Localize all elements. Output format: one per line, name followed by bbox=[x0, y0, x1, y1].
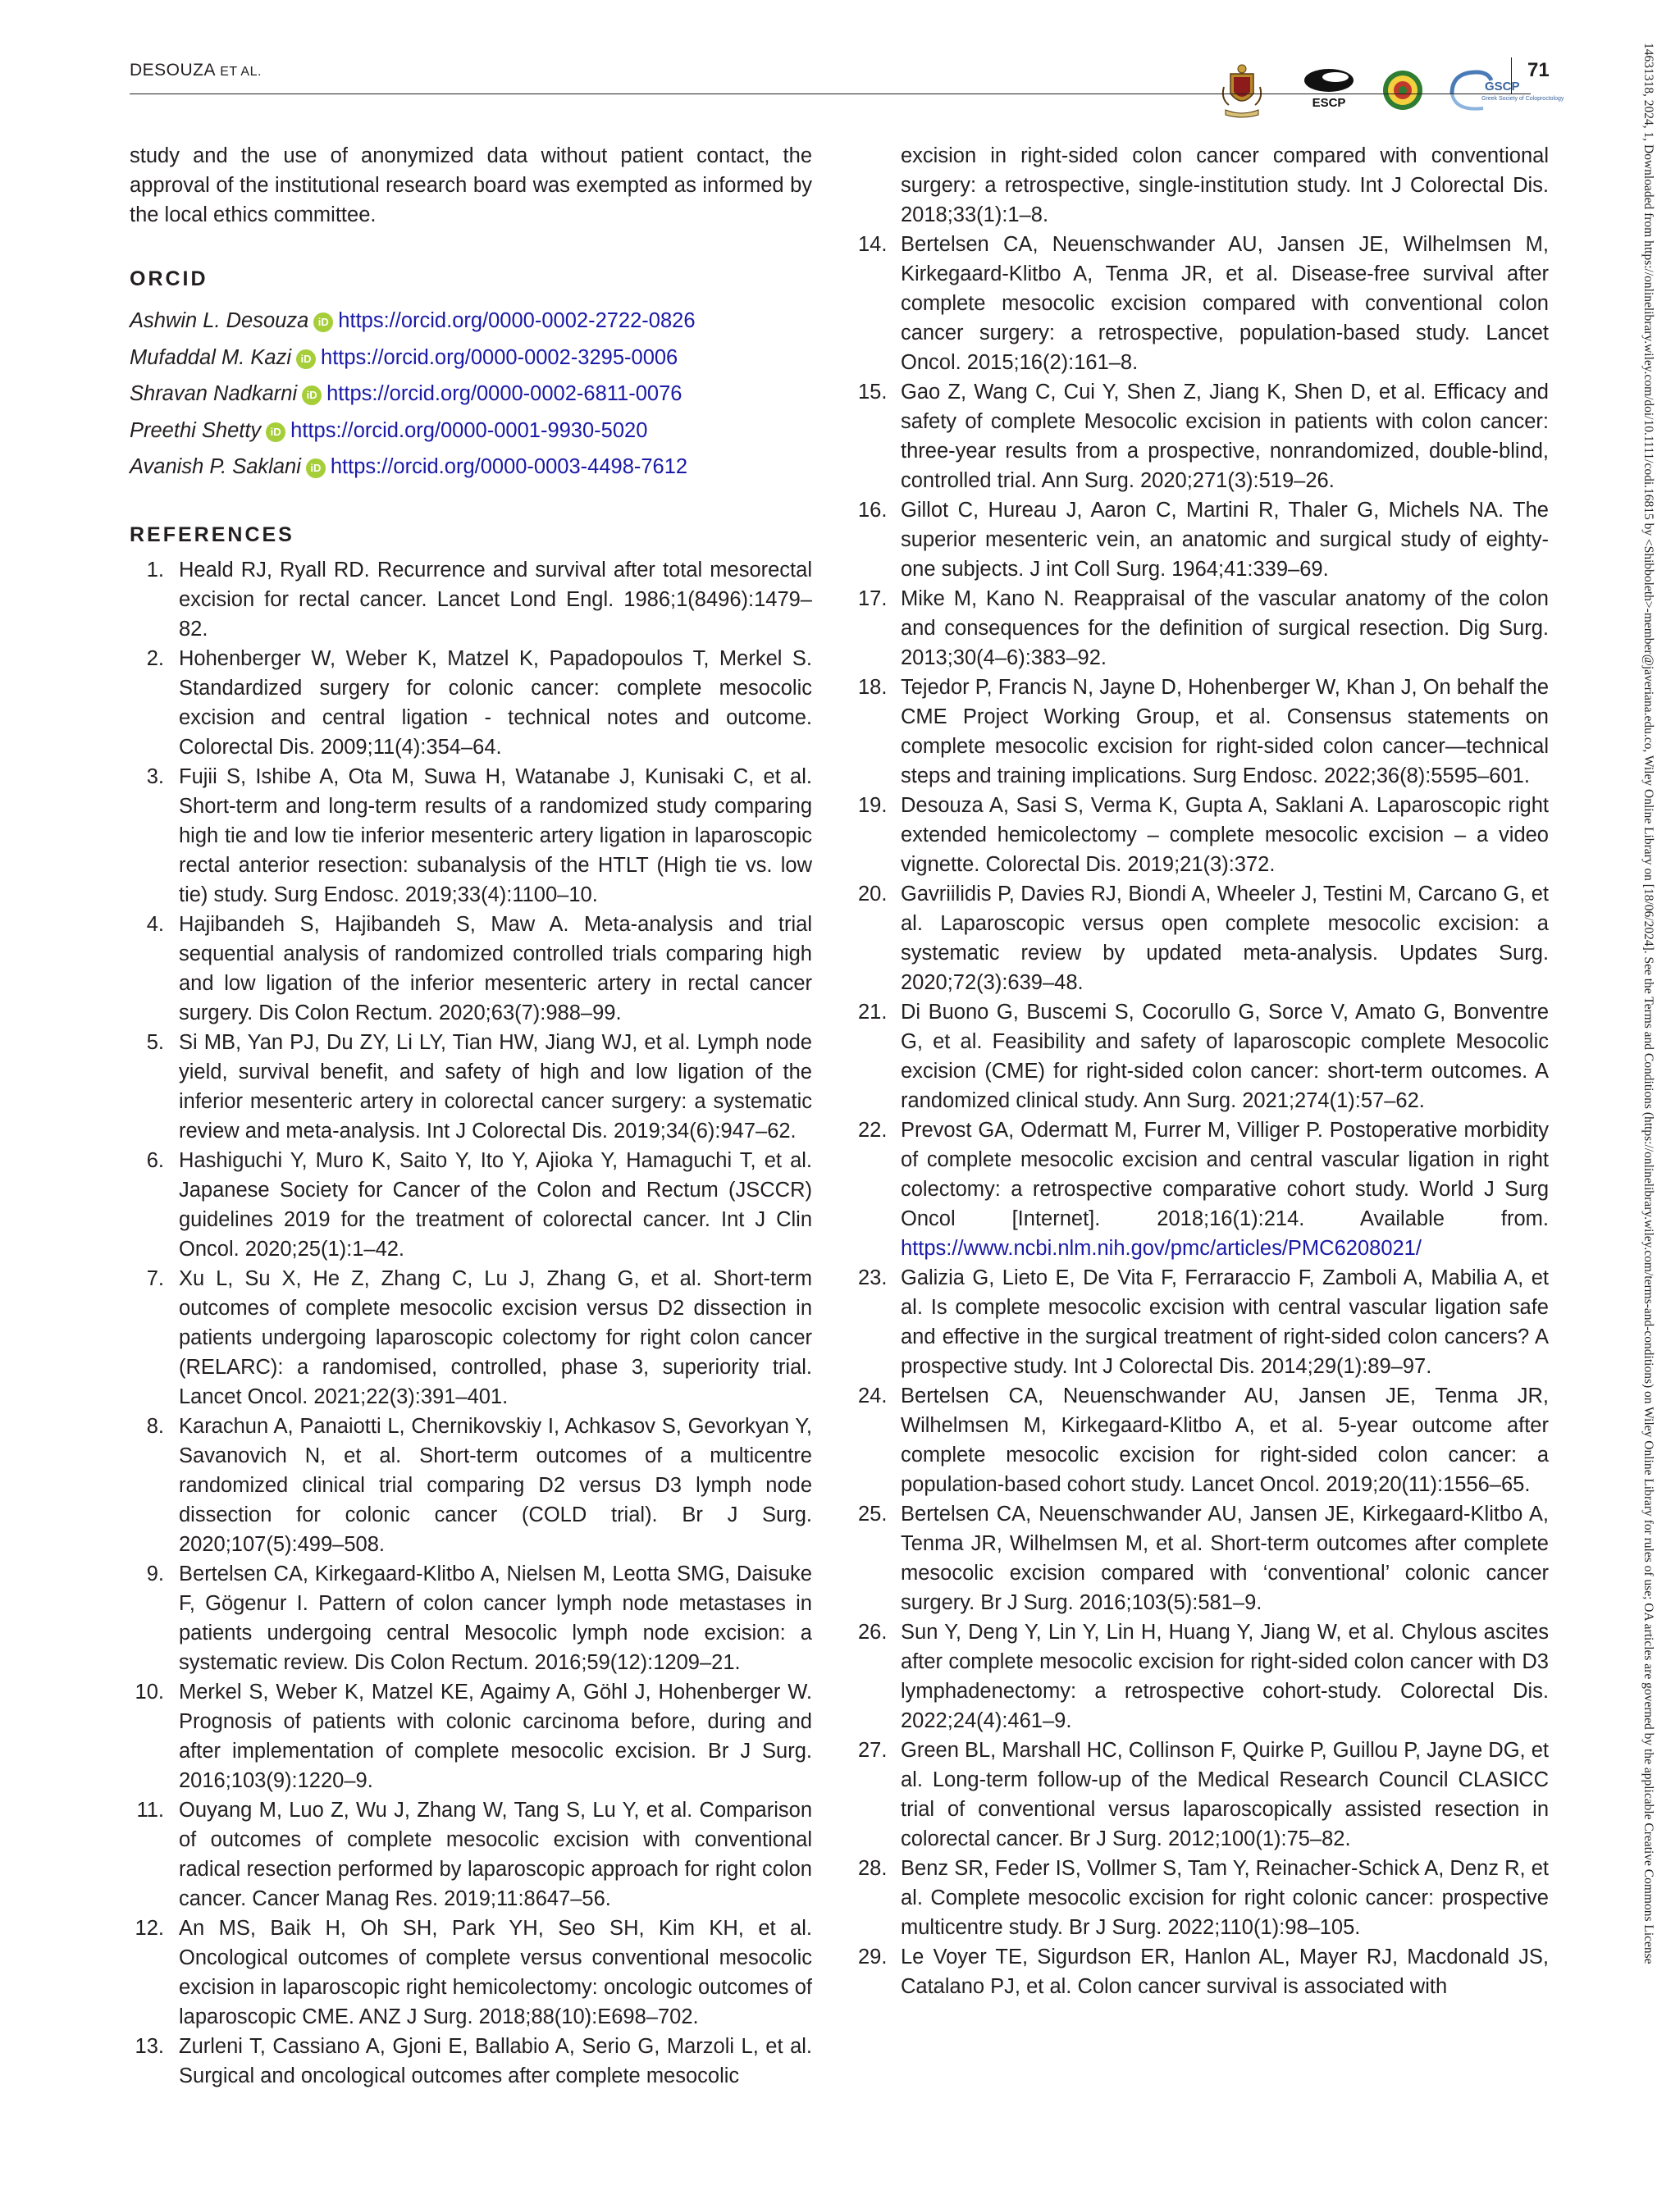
reference-number: 15. bbox=[858, 381, 888, 404]
reference-number: 13. bbox=[135, 2034, 164, 2058]
reference-text: Zurleni T, Cassiano A, Gjoni E, Ballabio A, Serio G, Marzoli L, et al. Surgical and oncological outcomes after complete mesocolic bbox=[179, 2034, 812, 2087]
reference-number: 21. bbox=[858, 1001, 888, 1024]
page-number: 71 bbox=[1527, 59, 1550, 81]
reference-item bbox=[858, 141, 1549, 230]
reference-item bbox=[130, 555, 812, 644]
orcid-link[interactable]: https://orcid.org/0000-0002-3295-0006 bbox=[321, 345, 678, 369]
reference-item bbox=[858, 1942, 1549, 2001]
orcid-entry bbox=[130, 449, 812, 486]
orcid-author-name: Mufaddal M. Kazi bbox=[130, 345, 292, 369]
reference-number: 22. bbox=[858, 1119, 888, 1142]
coat-of-arms-logo bbox=[1223, 65, 1261, 117]
reference-item bbox=[130, 1412, 812, 1559]
reference-number: 3. bbox=[146, 764, 164, 788]
reference-number: 18. bbox=[858, 676, 888, 699]
reference-text: Ouyang M, Luo Z, Wu J, Zhang W, Tang S, Lu Y, et al. Comparison of outcomes of complete mesocolic excision with conventional radical resection performed by laparoscopic approach for right colon cancer. Cancer Manag Res. 2019;11:8647–56. bbox=[179, 1798, 812, 1910]
references-heading: REFERENCES bbox=[130, 522, 294, 546]
orcid-entry bbox=[130, 413, 812, 449]
reference-text: Green BL, Marshall HC, Collinson F, Quirke P, Guillou P, Jayne DG, et al. Long-term follow-up of the Medical Research Council CLASICC trial of conventional versus laparoscopically assisted resection in colorectal cancer. Br J Surg. 2012;100(1):75–82. bbox=[901, 1739, 1549, 1850]
reference-text: Le Voyer TE, Sigurdson ER, Hanlon AL, Mayer RJ, Macdonald JS, Catalano PJ, et al. Colon cancer survival is associated with bbox=[901, 1946, 1549, 1998]
society-seal-logo bbox=[1383, 71, 1422, 110]
reference-item bbox=[130, 1028, 812, 1146]
reference-item bbox=[130, 1559, 812, 1677]
right-column bbox=[858, 141, 1549, 2001]
reference-text: Merkel S, Weber K, Matzel KE, Agaimy A, Göhl J, Hohenberger W. Prognosis of patients with colonic carcinoma before, during and after implementation of complete mesocolic excision. Br J Surg. 2016;103(9):1220–9. bbox=[179, 1680, 812, 1792]
orcid-list bbox=[130, 303, 812, 486]
reference-text: Si MB, Yan PJ, Du ZY, Li LY, Tian HW, Jiang WJ, et al. Lymph node yield, survival benefit, and safety of high and low ligation of the inferior mesenteric artery in colorectal cancer surgery: a systematic review and meta-analysis. Int J Colorectal Dis. 2019;34(6):947–62. bbox=[179, 1030, 812, 1143]
running-head bbox=[130, 61, 262, 80]
reference-number: 12. bbox=[135, 1916, 164, 1940]
orcid-link[interactable]: https://orcid.org/0000-0001-9930-5020 bbox=[290, 418, 648, 442]
reference-item bbox=[130, 762, 812, 910]
orcid-entry bbox=[130, 376, 812, 413]
reference-list-right bbox=[858, 141, 1549, 2001]
gscp-logo-text: GSCP bbox=[1485, 80, 1520, 94]
orcid-author-name: Preethi Shetty bbox=[130, 418, 262, 442]
reference-text: Gao Z, Wang C, Cui Y, Shen Z, Jiang K, Shen D, et al. Efficacy and safety of complete Mesocolic excision in patients with colon cancer: three-year results from a prospective, nonrandomized, double-blind, controlled trial. Ann Surg. 2020;271(3):519–26. bbox=[901, 381, 1549, 492]
orcid-icon[interactable]: iD bbox=[266, 422, 285, 442]
reference-text: Mike M, Kano N. Reappraisal of the vascular anatomy of the colon and consequences for the definition of surgical resection. Dig Surg. 2013;30(4–6):383–92. bbox=[901, 587, 1549, 669]
reference-list-left bbox=[130, 555, 812, 2091]
reference-number bbox=[858, 141, 901, 230]
reference-number: 8. bbox=[146, 1414, 164, 1438]
orcid-entry bbox=[130, 303, 812, 340]
reference-number: 26. bbox=[858, 1621, 888, 1644]
orcid-icon[interactable]: iD bbox=[306, 458, 326, 478]
reference-item bbox=[130, 910, 812, 1028]
reference-number: 19. bbox=[858, 794, 888, 817]
reference-item bbox=[858, 1263, 1549, 1381]
reference-item bbox=[858, 584, 1549, 673]
reference-text: Xu L, Su X, He Z, Zhang C, Lu J, Zhang G, et al. Short-term outcomes of complete mesocolic excision versus D2 dissection in patients undergoing laparoscopic colectomy for right colon cancer (RELARC): a randomised, controlled, phase 3, superiority trial. Lancet Oncol. 2021;22(3):391–401. bbox=[179, 1266, 812, 1408]
reference-item bbox=[858, 1499, 1549, 1617]
reference-number: 16. bbox=[858, 499, 888, 522]
reference-item bbox=[130, 1677, 812, 1795]
reference-item bbox=[858, 1115, 1549, 1263]
reference-number: 5. bbox=[146, 1030, 164, 1054]
running-head-author: DESOUZA bbox=[130, 61, 215, 80]
reference-item bbox=[858, 1854, 1549, 1942]
orcid-heading: ORCID bbox=[130, 267, 208, 290]
reference-text: Karachun A, Panaiotti L, Chernikovskiy I, Achkasov S, Gevorkyan Y, Savanovich N, et al. Short-term outcomes of a multicentre randomized clinical trial comparing D2 versus D3 lymph node dissection for colonic cancer (COLD trial). Br J Surg. 2020;107(5):499–508. bbox=[179, 1414, 812, 1556]
reference-number: 9. bbox=[146, 1562, 164, 1585]
orcid-author-name: Shravan Nadkarni bbox=[130, 382, 298, 405]
reference-text: Tejedor P, Francis N, Jayne D, Hohenberger W, Khan J, On behalf the CME Project Working Group, et al. Consensus statements on complete mesocolic excision for right-sided colon cancer—technical steps and training implications. Surg Endosc. 2022;36(8):5595–601. bbox=[901, 676, 1549, 787]
reference-item bbox=[858, 377, 1549, 495]
reference-text: Galizia G, Lieto E, De Vita F, Ferraraccio F, Zamboli A, Mabilia A, et al. Is complete mesocolic excision with central vascular ligation safe and effective in the surgical treatment of right-sided colon cancers? A prospective study. Int J Colorectal Dis. 2014;29(1):89–97. bbox=[901, 1266, 1549, 1378]
orcid-entry bbox=[130, 340, 812, 376]
reference-text: Hajibandeh S, Hajibandeh S, Maw A. Meta-analysis and trial sequential analysis of randomized controlled trials comparing high and low ligation of the inferior mesenteric artery in rectal cancer surgery. Dis Colon Rectum. 2020;63(7):988–99. bbox=[179, 912, 812, 1024]
reference-text: Bertelsen CA, Neuenschwander AU, Jansen JE, Kirkegaard-Klitbo A, Tenma JR, Wilhelmsen M, et al. Short-term outcomes after complete mesocolic excision compared with ‘conventional’ colonic cancer surgery. Br J Surg. 2016;103(5):581–9. bbox=[901, 1503, 1549, 1614]
reference-number: 29. bbox=[858, 1946, 888, 1968]
reference-item bbox=[858, 673, 1549, 791]
orcid-icon[interactable]: iD bbox=[302, 385, 322, 405]
reference-text: Desouza A, Sasi S, Verma K, Gupta A, Saklani A. Laparoscopic right extended hemicolectomy – complete mesocolic excision – a video vignette. Colorectal Dis. 2019;21(3):372. bbox=[901, 794, 1549, 876]
reference-item bbox=[858, 791, 1549, 879]
reference-number: 14. bbox=[858, 233, 888, 256]
reference-item bbox=[130, 644, 812, 762]
reference-text: Di Buono G, Buscemi S, Cocorullo G, Sorce V, Amato G, Bonventre G, et al. Feasibility and safety of laparoscopic complete Mesocolic excision (CME) for right-sided colon cancer: short-term outcomes. A randomized clinical study. Ann Surg. 2021;274(1):57–62. bbox=[901, 1001, 1549, 1112]
orcid-link[interactable]: https://orcid.org/0000-0003-4498-7612 bbox=[330, 455, 688, 478]
reference-number: 20. bbox=[858, 883, 888, 906]
reference-item bbox=[130, 1264, 812, 1412]
reference-item bbox=[130, 1914, 812, 2032]
reference-number: 17. bbox=[858, 587, 888, 610]
reference-text: Bertelsen CA, Kirkegaard-Klitbo A, Nielsen M, Leotta SMG, Daisuke F, Gögenur I. Pattern of colon cancer lymph node metastases in patients undergoing central Mesocolic lymph node excision: a systematic review. Dis Colon Rectum. 2016;59(12):1209–21. bbox=[179, 1562, 812, 1674]
society-logos bbox=[1221, 62, 1565, 121]
reference-text: excision in right-sided colon cancer compared with conventional surgery: a retrospective, single-institution study. Int J Colorectal Dis. 2018;33(1):1–8. bbox=[901, 144, 1549, 226]
reference-number: 24. bbox=[858, 1385, 888, 1407]
reference-item bbox=[858, 1617, 1549, 1736]
reference-text: Benz SR, Feder IS, Vollmer S, Tam Y, Reinacher-Schick A, Denz R, et al. Complete mesocolic excision for right colonic cancer: prospective multicentre study. Br J Surg. 2022;110(1):98–105. bbox=[901, 1857, 1549, 1939]
orcid-link[interactable]: https://orcid.org/0000-0002-2722-0826 bbox=[338, 309, 696, 332]
reference-number: 10. bbox=[135, 1680, 164, 1704]
page-number-divider bbox=[1511, 57, 1512, 94]
left-column bbox=[130, 141, 812, 2091]
escp-logo-text: ESCP bbox=[1312, 96, 1346, 110]
reference-item bbox=[858, 997, 1549, 1115]
reference-number: 4. bbox=[146, 912, 164, 936]
reference-text: Fujii S, Ishibe A, Ota M, Suwa H, Watanabe J, Kunisaki C, et al. Short-term and long-term results of a randomized study comparing high tie and low tie inferior mesenteric artery ligation in laparoscopic rectal anterior resection: subanalysis of the HTLT (High tie vs. low tie) study. Surg Endosc. 2019;33(4):1100–10. bbox=[179, 764, 812, 906]
reference-text: Hohenberger W, Weber K, Matzel K, Papadopoulos T, Merkel S. Standardized surgery for colonic cancer: complete mesocolic excision and central ligation - technical notes and outcome. Colorectal Dis. 2009;11(4):354–64. bbox=[179, 646, 812, 759]
download-notice-strip: 14631318, 2024, 1, Downloaded from https://onlinelibrary.wiley.com/doi/10.1111/codi.16815 by <Shibboleth>-member@javeriana.edu.co, Wiley Online Library on [18/06/2024]. See the Terms and Conditions (https://onlinelibrary.wiley.com/terms-and-conditions) on Wiley Online Library for rules of use; OA articles are governed by the applicable Creative Commons License bbox=[1641, 43, 1655, 1964]
reference-text: Gillot C, Hureau J, Aaron C, Martini R, Thaler G, Michels NA. The superior mesenteric vein, an anatomic and surgical study of eighty-one subjects. J int Coll Surg. 1964;41:339–69. bbox=[901, 499, 1549, 581]
orcid-author-name: Ashwin L. Desouza bbox=[130, 309, 309, 332]
reference-number: 1. bbox=[146, 558, 164, 582]
reference-text: An MS, Baik H, Oh SH, Park YH, Seo SH, Kim KH, et al. Oncological outcomes of complete versus conventional mesocolic excision in laparoscopic right hemicolectomy: oncologic outcomes of laparoscopic CME. ANZ J Surg. 2018;88(10):E698–702. bbox=[179, 1916, 812, 2028]
orcid-icon[interactable]: iD bbox=[296, 349, 316, 369]
reference-number: 6. bbox=[146, 1148, 164, 1172]
reference-number: 11. bbox=[136, 1798, 164, 1822]
orcid-link[interactable]: https://orcid.org/0000-0002-6811-0076 bbox=[326, 382, 682, 405]
reference-text: Heald RJ, Ryall RD. Recurrence and survival after total mesorectal excision for rectal cancer. Lancet Lond Engl. 1986;1(8496):1479–82. bbox=[179, 558, 812, 641]
reference-text: Bertelsen CA, Neuenschwander AU, Jansen JE, Wilhelmsen M, Kirkegaard-Klitbo A, Tenma JR, et al. Disease-free survival after complete mesocolic excision compared with conventional colon cancer surgery: a retrospective, population-based study. Lancet Oncol. 2015;16(2):161–8. bbox=[901, 233, 1549, 374]
reference-number: 25. bbox=[858, 1503, 888, 1526]
reference-number: 27. bbox=[858, 1739, 888, 1762]
escp-logo bbox=[1304, 69, 1354, 110]
intro-paragraph: study and the use of anonymized data without patient contact, the approval of the institutional research board was exempted as informed by the local ethics committee. bbox=[130, 144, 812, 226]
reference-item bbox=[130, 1795, 812, 1914]
running-head-etal: ET AL. bbox=[220, 65, 262, 79]
reference-item bbox=[858, 879, 1549, 997]
reference-text: Hashiguchi Y, Muro K, Saito Y, Ito Y, Ajioka Y, Hamaguchi T, et al. Japanese Society for Cancer of the Colon and Rectum (JSCCR) guidelines 2019 for the treatment of colorectal cancer. Int J Clin Oncol. 2020;25(1):1–42. bbox=[179, 1148, 812, 1261]
reference-text: Gavriilidis P, Davies RJ, Biondi A, Wheeler J, Testini M, Carcano G, et al. Laparoscopic versus open complete mesocolic excision: a systematic review by updated meta-analysis. Updates Surg. 2020;72(3):639–48. bbox=[901, 883, 1549, 994]
reference-number: 28. bbox=[858, 1857, 888, 1880]
reference-number: 2. bbox=[146, 646, 164, 670]
reference-link[interactable]: https://www.ncbi.nlm.nih.gov/pmc/articles/PMC6208021/ bbox=[901, 1237, 1422, 1260]
reference-item bbox=[858, 1381, 1549, 1499]
orcid-author-name: Avanish P. Saklani bbox=[130, 455, 301, 478]
reference-item bbox=[130, 2032, 812, 2091]
reference-number: 7. bbox=[146, 1266, 164, 1290]
reference-text: Sun Y, Deng Y, Lin Y, Lin H, Huang Y, Jiang W, et al. Chylous ascites after complete mesocolic excision for right-sided colon cancer with D3 lymphadenectomy: a retrospective cohort-study. Colorectal Dis. 2022;24(4):461–9. bbox=[901, 1621, 1549, 1732]
orcid-icon[interactable]: iD bbox=[313, 312, 333, 332]
reference-text: Prevost GA, Odermatt M, Furrer M, Villiger P. Postoperative morbidity of complete mesocolic excision and central vascular ligation in right colectomy: a retrospective comparative cohort study. World J Surg Oncol [Internet]. 2018;16(1):214. Available from. https://www.ncbi.nlm.nih.gov/pmc/articles/PMC6208021/ bbox=[901, 1119, 1549, 1260]
gscp-logo-caption: Greek Society of Coloproctology bbox=[1481, 96, 1564, 102]
reference-item bbox=[130, 1146, 812, 1264]
reference-item bbox=[858, 495, 1549, 584]
reference-item bbox=[858, 230, 1549, 377]
reference-item bbox=[858, 1736, 1549, 1854]
reference-number: 23. bbox=[858, 1266, 888, 1289]
reference-text: Bertelsen CA, Neuenschwander AU, Jansen JE, Tenma JR, Wilhelmsen M, Kirkegaard-Klitbo A, et al. 5-year outcome after complete mesocolic excision for right-sided colon cancer: a population-based cohort study. Lancet Oncol. 2019;20(11):1556–65. bbox=[901, 1385, 1549, 1496]
